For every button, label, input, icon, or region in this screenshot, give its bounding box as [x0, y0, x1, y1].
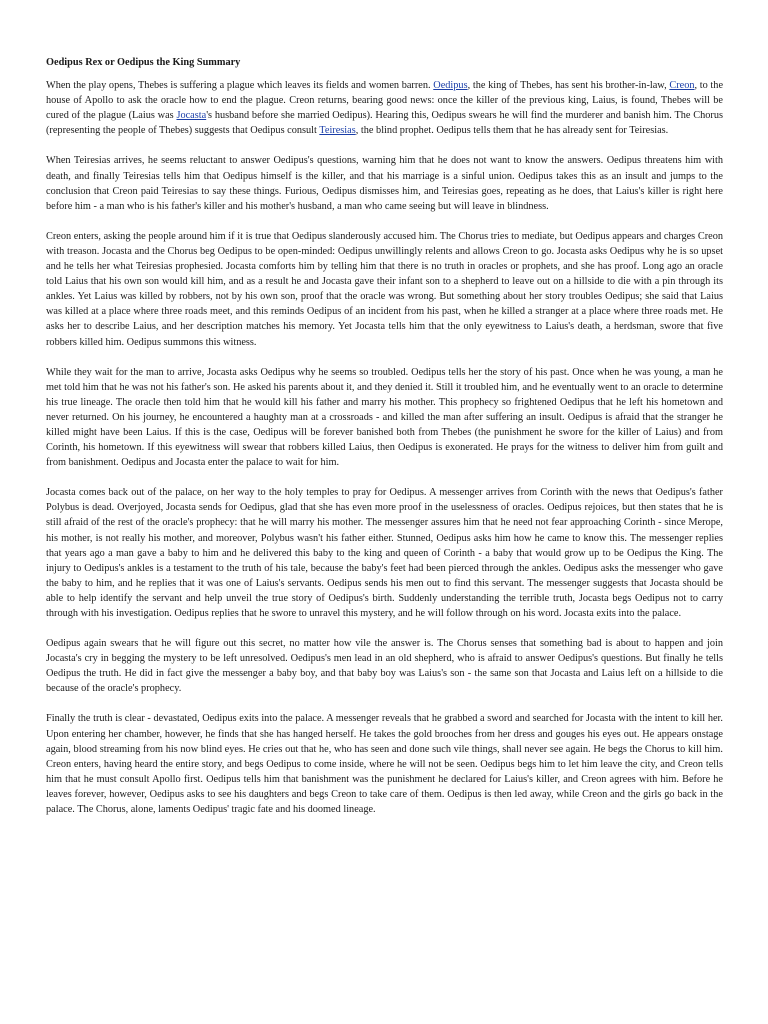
link-jocasta[interactable]: Jocasta: [176, 110, 207, 122]
paragraph: [46, 153, 723, 213]
paragraph-text: , the blind prophet. Oedipus tells them that he has already sent for Teiresias.: [355, 125, 669, 137]
paragraph-text: When Teiresias arrives, he seems reluctant to answer Oedipus's questions, warning him that he does not want to know the answers. Oedipus threatens him with death, and finally Teiresias tells him that Oedipus himself is the killer, and that his marriage is a sinful union. Oedipus takes this as an insult and jumps to the conclusion that Creon paid Teiresias to say these things. Furious, Oedipus dismisses him, and Teiresias goes, repeating as he does, that Laius's killer is right here before him - a man who is his father's killer and his mother's husband, a man who came seeing but will leave in blindness.: [46, 155, 723, 212]
paragraph: [46, 78, 723, 138]
paragraph-text: , the king of Thebes, has sent his brother-in-law,: [467, 80, 670, 92]
paragraph-text: Jocasta comes back out of the palace, on her way to the holy temples to pray for Oedipus. A messenger arrives from Corinth with the news that Oedipus's father Polybus is dead. Overjoyed, Jocasta sends for Oedipus, glad that she has even more proof in the uselessness of oracles. Oedipus rejoices, but then states that he is still afraid of the rest of the oracle's prophecy: that he will marry his mother. The messenger assures him that he need not fear approaching Corinth - since Merope, his mother, is not really his mother, and moreover, Polybus wasn't his father either. Stunned, Oedipus asks him how he came to know this. The messenger replies that years ago a man gave a baby to him and he delivered this baby to the king and queen of Corinth - a baby that would grow up to be Oedipus the King. The injury to Oedipus's ankles is a testament to the truth of his tale, because the baby's feet had been pierced through the ankles. Oedipus asks the messenger who gave the baby to him, and he replies that it was one of Laius's servants. Oedipus sends his men out to find this servant. The messenger suggests that Jocasta should be able to help identify the servant and help unveil the true story of Oedipus's birth. Suddenly understanding the terrible truth, Jocasta begs Oedipus not to carry through with his investigation. Oedipus replies that he swore to unravel this mystery, and he will follow through on his word. Jocasta exits into the palace.: [46, 487, 723, 619]
document-title: Oedipus Rex or Oedipus the King Summary: [46, 57, 241, 68]
document-page: [46, 55, 723, 832]
paragraph-text: Finally the truth is clear - devastated, Oedipus exits into the palace. A messenger reveals that he grabbed a sword and searched for Jocasta with the intent to kill her. Upon entering her chamber, however, he finds that she has hanged herself. He takes the gold brooches from her dress and gouges his eyes out. He appears onstage again, blood streaming from his now blind eyes. He cries out that he, who has seen and done such vile things, shall never see again. He begs the Chorus to kill him. Creon enters, having heard the entire story, and begs Oedipus to come inside, where he will not be seen. Oedipus begs him to let him leave the city, and Creon tells him that he must consult Apollo first. Oedipus tells him that banishment was the punishment he declared for Laius's killer, and Creon agrees with him. Before he leaves forever, however, Oedipus asks to see his daughters and begs Creon to take care of them. Oedipus is then led away, while Creon and the girls go back in the palace. The Chorus, alone, laments Oedipus' tragic fate and his doomed lineage.: [46, 713, 723, 816]
link-creon[interactable]: Creon: [669, 80, 695, 92]
paragraph-text: Creon enters, asking the people around him if it is true that Oedipus slanderously accused him. The Chorus tries to mediate, but Oedipus appears and charges Creon with treason. Jocasta and the Chorus beg Oedipus to be open-minded: Oedipus unwillingly relents and allows Creon to go. Jocasta asks Oedipus why he is so upset and he tells her what Teiresias prophesied. Jocasta comforts him by telling him that there is no truth in oracles or prophets, and she has proof. Long ago an oracle told Laius that his own son would kill him, and as a result he and Jocasta gave their infant son to a shepherd to leave out on a hillside to die with a pin through its ankles. Yet Laius was killed by robbers, not by his own son, proof that the oracle was wrong. But something about her story troubles Oedipus; she said that Laius was killed at a place where three roads meet, and this reminds Oedipus of an incident from his past, when he killed a stranger at a place where three roads met. He asks her to describe Laius, and her description matches his memory. Yet Jocasta tells him that the only eyewitness to Laius's death, a herdsman, swore that five robbers killed him. Oedipus summons this witness.: [46, 230, 723, 348]
paragraph: [46, 229, 723, 350]
paragraph: [46, 636, 723, 696]
paragraph: [46, 365, 723, 471]
paragraph-text: 's husband before she married Oedipus). Hearing this, Oedipus swears he will find the murderer and banish him. The Chorus (representing the people of Thebes) suggests that Oedipus consult: [46, 110, 723, 137]
paragraph: [46, 711, 723, 817]
paragraph-list: [46, 78, 723, 817]
paragraph-text: When the play opens, Thebes is suffering a plague which leaves its fields and women barren.: [46, 80, 434, 92]
paragraph-text: While they wait for the man to arrive, Jocasta asks Oedipus why he seems so troubled. Oedipus tells her the story of his past. Once when he was young, a man he met told him that he was not his father's son. He asked his parents about it, and they denied it. Still it troubled him, and he eventually went to an oracle to determine his true lineage. The oracle then told him that he would kill his father and marry his mother. This prophecy so frightened Oedipus that he left his hometown and never returned. On his journey, he encountered a haughty man at a crossroads - and killed the man after suffering an insult. Oedipus is afraid that the stranger he killed might have been Laius. If this is the case, Oedipus will be forever banished both from Thebes (the punishment he swore for the killer of Laius) and from Corinth, his hometown. If this eyewitness will swear that robbers killed Laius, then Oedipus is exonerated. He prays for the witness to deliver him from guilt and from banishment. Oedipus and Jocasta enter the palace to wait for him.: [46, 366, 723, 469]
paragraph: [46, 485, 723, 621]
paragraph-text: , to the house of Apollo to ask the oracle how to end the plague. Creon returns, bearing good news: once the killer of the previous king, Laius, is found, Thebes will be cured of the plague (Laius was: [46, 80, 724, 122]
paragraph-text: Oedipus again swears that he will figure out this secret, no matter how vile the answer is. The Chorus senses that something bad is about to happen and join Jocasta's cry in begging the mystery to be left unresolved. Oedipus's men lead in an old shepherd, who is afraid to answer Oedipus's questions. But finally he tells Oedipus the truth. He did in fact give the messenger a baby boy, and that baby boy was Laius's son - the same son that Jocasta and Laius left on a hillside to die because of the oracle's prophecy.: [46, 638, 723, 695]
link-oedipus[interactable]: Oedipus: [433, 80, 468, 92]
link-teiresias[interactable]: Teiresias: [319, 125, 356, 137]
